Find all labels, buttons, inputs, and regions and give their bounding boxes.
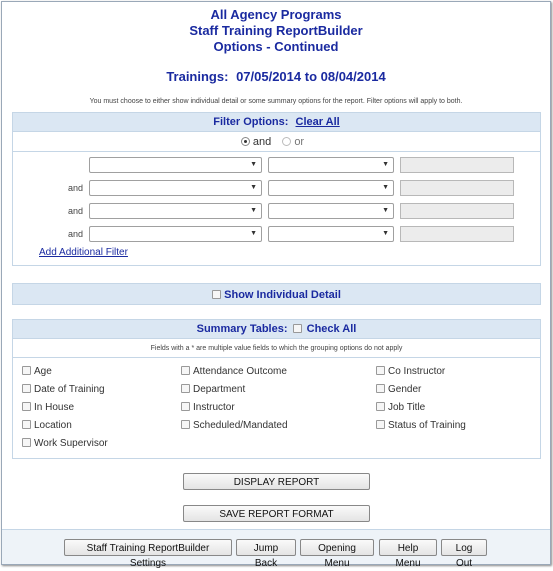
- dropdown-arrow-icon: ▼: [382, 161, 389, 168]
- dropdown-arrow-icon: ▼: [250, 230, 257, 237]
- summary-option-checkbox[interactable]: [22, 438, 31, 447]
- filter-options-panel: [12, 112, 541, 266]
- summary-option-checkbox[interactable]: [181, 384, 190, 393]
- agency-title: All Agency Programs: [210, 7, 342, 22]
- filter-row: [13, 201, 540, 224]
- summary-tables-header: [13, 320, 540, 339]
- filter-value-input[interactable]: [400, 203, 514, 219]
- filter-field-select[interactable]: [89, 203, 262, 219]
- dropdown-arrow-icon: ▼: [382, 184, 389, 191]
- filter-field-select[interactable]: [89, 226, 262, 242]
- or-radio-label: or: [294, 136, 305, 148]
- filter-join-label: and: [67, 183, 83, 193]
- filter-value-input[interactable]: [400, 157, 514, 173]
- jump-back-button[interactable]: Jump Back: [236, 539, 296, 556]
- filter-value-input[interactable]: [400, 180, 514, 196]
- summary-option[interactable]: Gender: [376, 384, 421, 396]
- check-all-checkbox[interactable]: [293, 324, 302, 333]
- dropdown-arrow-icon: ▼: [250, 184, 257, 191]
- summary-option-checkbox[interactable]: [376, 384, 385, 393]
- filter-value-input[interactable]: [400, 226, 514, 242]
- summary-option-checkbox[interactable]: [181, 402, 190, 411]
- training-date-range: [2, 69, 550, 85]
- summary-option[interactable]: Age: [22, 366, 52, 378]
- instruction-note: You must choose to either show individual detail or some summary options for the report. Filter options will apply to both.: [89, 98, 463, 105]
- summary-option-checkbox[interactable]: [22, 402, 31, 411]
- check-all-label: Check All: [306, 323, 357, 335]
- show-individual-detail-label: Show Individual Detail: [224, 289, 341, 301]
- date-range: 07/05/2014 to 08/04/2014: [236, 69, 386, 84]
- save-report-format-button[interactable]: SAVE REPORT FORMAT: [183, 505, 370, 522]
- summary-tables-title: Summary Tables:: [196, 323, 288, 335]
- summary-option-checkbox[interactable]: [22, 420, 31, 429]
- filter-operator-select[interactable]: [268, 226, 394, 242]
- clear-all-link[interactable]: Clear All: [295, 116, 340, 128]
- filter-join-label: and: [67, 206, 83, 216]
- summary-option[interactable]: Co Instructor: [376, 366, 445, 378]
- trainings-label: Trainings:: [166, 69, 229, 84]
- filter-options-header: [13, 113, 540, 132]
- individual-detail-panel: [12, 283, 541, 305]
- and-or-selector: [13, 132, 540, 152]
- summary-option-checkbox[interactable]: [376, 366, 385, 375]
- report-title: Staff Training ReportBuilder: [189, 23, 363, 38]
- summary-note: Fields with a * are multiple value fields to which the grouping options do not apply: [13, 339, 540, 358]
- footer-nav: [2, 529, 550, 569]
- summary-option-checkbox[interactable]: [22, 366, 31, 375]
- summary-option[interactable]: Location: [22, 420, 72, 432]
- report-options-window: [1, 1, 551, 569]
- summary-option[interactable]: Date of Training: [22, 384, 105, 396]
- opening-menu-button[interactable]: Opening Menu: [300, 539, 374, 556]
- summary-option[interactable]: In House: [22, 402, 74, 414]
- filter-field-select[interactable]: [89, 157, 262, 173]
- filter-operator-select[interactable]: [268, 180, 394, 196]
- dropdown-arrow-icon: ▼: [250, 207, 257, 214]
- summary-option-checkbox[interactable]: [22, 384, 31, 393]
- filter-options-title: Filter Options:: [213, 116, 289, 128]
- summary-option-checkbox[interactable]: [181, 366, 190, 375]
- filter-operator-select[interactable]: [268, 157, 394, 173]
- show-individual-detail-checkbox[interactable]: [212, 290, 221, 299]
- or-radio[interactable]: [282, 137, 291, 146]
- dropdown-arrow-icon: ▼: [250, 161, 257, 168]
- settings-button[interactable]: Staff Training ReportBuilder Settings: [64, 539, 232, 556]
- and-radio[interactable]: [241, 137, 250, 146]
- filter-row: [13, 224, 540, 247]
- summary-option-checkbox[interactable]: [376, 420, 385, 429]
- summary-option-checkbox[interactable]: [181, 420, 190, 429]
- add-additional-filter-link[interactable]: Add Additional Filter: [39, 247, 128, 258]
- filter-row: [13, 178, 540, 201]
- display-report-button[interactable]: DISPLAY REPORT: [183, 473, 370, 490]
- page-subtitle: Options - Continued: [213, 39, 339, 54]
- dropdown-arrow-icon: ▼: [382, 207, 389, 214]
- summary-option[interactable]: Work Supervisor: [22, 438, 108, 450]
- summary-option[interactable]: Scheduled/Mandated: [181, 420, 288, 432]
- dropdown-arrow-icon: ▼: [382, 230, 389, 237]
- log-out-button[interactable]: Log Out: [441, 539, 487, 556]
- filter-join-label: and: [67, 229, 83, 239]
- filter-operator-select[interactable]: [268, 203, 394, 219]
- filter-row: [13, 155, 540, 178]
- help-menu-button[interactable]: Help Menu: [379, 539, 437, 556]
- page-header: [2, 7, 550, 85]
- summary-option[interactable]: Instructor: [181, 402, 235, 414]
- and-radio-label: and: [252, 136, 272, 148]
- summary-option[interactable]: Attendance Outcome: [181, 366, 287, 378]
- summary-tables-panel: [12, 319, 541, 459]
- summary-option[interactable]: Status of Training: [376, 420, 466, 432]
- summary-option[interactable]: Job Title: [376, 402, 425, 414]
- filter-field-select[interactable]: [89, 180, 262, 196]
- summary-option-checkbox[interactable]: [376, 402, 385, 411]
- summary-option[interactable]: Department: [181, 384, 245, 396]
